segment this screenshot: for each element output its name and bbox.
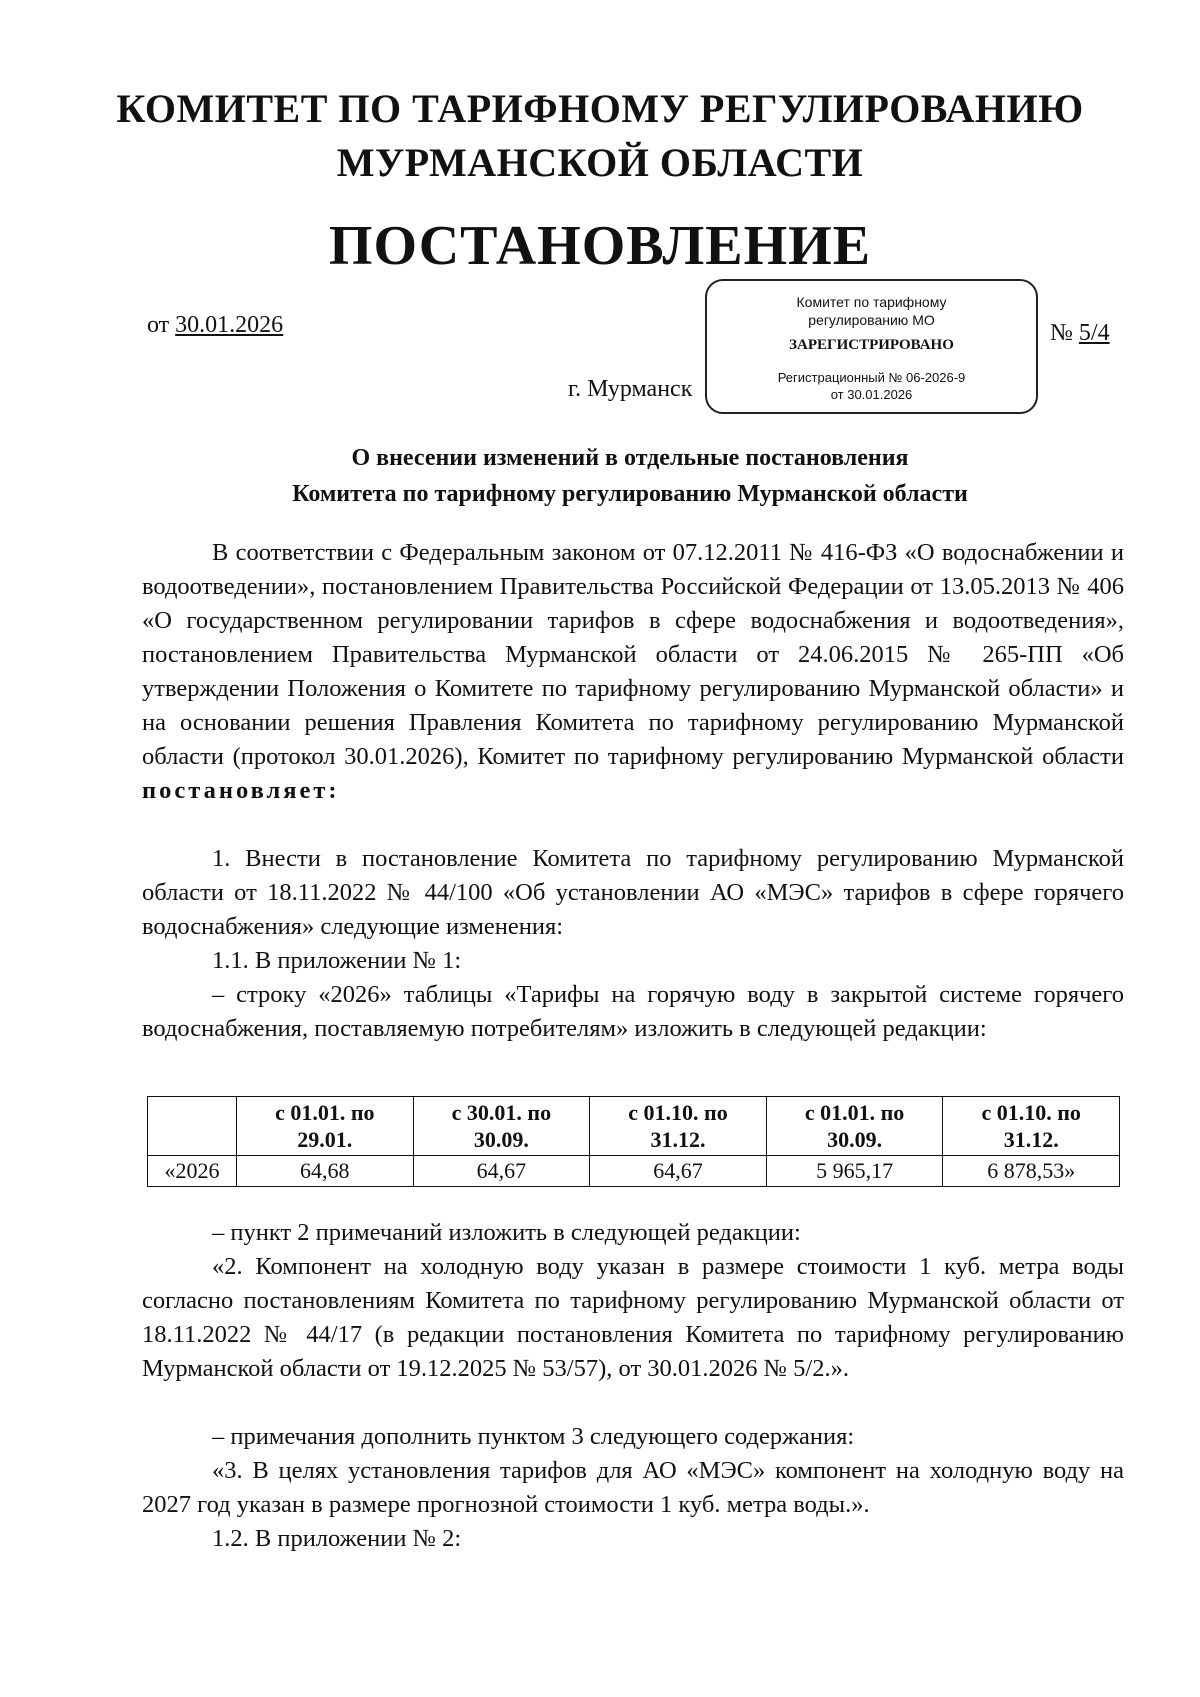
- document-type: ПОСТАНОВЛЕНИЕ: [328, 215, 872, 277]
- document-title-line1: О внесении изменений в отдельные постановления: [351, 445, 909, 471]
- city: г. Мурманск: [568, 376, 693, 402]
- header-period-end: 30.09.: [473, 1127, 529, 1152]
- note-2: «2. Компонент на холодную воду указан в размере стоимости 1 куб. метра воды согласно постановлениям Комитета по тарифному регулированию Мурманской области от 18.11.2022 № 44/17 (в редакции постановления Комитета по тарифному регулированию Мурманской области от 19.12.2025 № 53/57), от 30.01.2026 № 5/2.».: [142, 1253, 1124, 1382]
- header-period-start: с 01.01. по: [804, 1100, 905, 1125]
- note-3-dash: – примечания дополнить пунктом 3 следующего содержания:: [212, 1423, 855, 1450]
- stamp-org-line2: регулированию МО: [808, 312, 935, 328]
- table-cell: 6 878,53»: [943, 1156, 1120, 1187]
- date-prefix: от: [147, 312, 170, 338]
- preamble: [142, 536, 1124, 808]
- table-header-cell: [590, 1097, 767, 1156]
- row-label: «2026: [148, 1156, 237, 1187]
- table-cell: 64,68: [237, 1156, 414, 1187]
- item-1-2: 1.2. В приложении № 2:: [212, 1525, 462, 1552]
- document-number: [1050, 320, 1110, 347]
- number-value: 5/4: [1078, 320, 1110, 346]
- item-1: 1. Внести в постановление Комитета по тарифному регулированию Мурманской области от 18.11.2022 № 44/100 «Об установлении АО «МЭС» тарифов в сфере горячего водоснабжения» следующие изменения:: [142, 845, 1124, 940]
- number-prefix: №: [1050, 320, 1073, 346]
- table-header-cell: [413, 1097, 590, 1156]
- table-header-cell: [766, 1097, 943, 1156]
- committee-name: [0, 82, 1200, 190]
- table-row: [148, 1156, 1120, 1187]
- item-1-1: 1.1. В приложении № 1:: [212, 947, 462, 974]
- preamble-text: В соответствии с Федеральным законом от 07.12.2011 № 416-ФЗ «О водоснабжении и водоотведении», постановлением Правительства Российской Федерации от 13.05.2013 № 406 «О государственном регулировании тарифов в сфере водоснабжения и водоотведения», постановлением Правительства Мурманской области от 24.06.2015 № 265-ПП «Об утверждении Положения о Комитете по тарифному регулированию Мурманской области» и на основании решения Правления Комитета по тарифному регулированию Мурманской области (протокол 30.01.2026), Комитет по тарифному регулированию Мурманской области: [142, 539, 1124, 770]
- table-header-cell: [237, 1097, 414, 1156]
- header-period-end: 31.12.: [650, 1127, 706, 1152]
- document-title-line2: Комитета по тарифному регулированию Мурманской области: [292, 481, 968, 507]
- table-header-cell: [943, 1097, 1120, 1156]
- document-title: [140, 440, 1120, 512]
- stamp-status: ЗАРЕГИСТРИРОВАНО: [789, 337, 954, 353]
- stamp-reg-date: от 30.01.2026: [830, 387, 913, 402]
- stamp-org-line1: Комитет по тарифному: [796, 294, 947, 310]
- table-header-empty: [148, 1097, 237, 1156]
- document-date: [147, 312, 283, 339]
- header-period-start: с 30.01. по: [451, 1100, 552, 1125]
- tariff-table: [147, 1096, 1120, 1187]
- committee-name-line2: МУРМАНСКОЙ ОБЛАСТИ: [336, 140, 864, 185]
- table-cell: 64,67: [413, 1156, 590, 1187]
- header-period-start: с 01.10. по: [628, 1100, 728, 1125]
- registration-stamp: [705, 279, 1038, 414]
- stamp-registration: [707, 369, 1036, 403]
- table-cell: 5 965,17: [766, 1156, 943, 1187]
- table-cell: 64,67: [590, 1156, 767, 1187]
- committee-name-line1: КОМИТЕТ ПО ТАРИФНОМУ РЕГУЛИРОВАНИЮ: [116, 86, 1084, 131]
- decree-word: постановляет:: [142, 777, 340, 804]
- stamp-org: [707, 293, 1036, 329]
- stamp-reg-number: Регистрационный № 06-2026-9: [777, 370, 966, 385]
- header-period-end: 31.12.: [1003, 1127, 1059, 1152]
- note-2-dash: – пункт 2 примечаний изложить в следующей редакции:: [212, 1219, 801, 1246]
- note-3: «3. В целях установления тарифов для АО «МЭС» компонент на холодную воду на 2027 год указан в размере прогнозной стоимости 1 куб. метра воды.».: [142, 1457, 1124, 1518]
- header-period-start: с 01.01. по: [275, 1100, 375, 1125]
- date-value: 30.01.2026: [175, 312, 284, 338]
- header-period-end: 30.09.: [827, 1127, 883, 1152]
- header-period-end: 29.01.: [297, 1127, 353, 1152]
- item-1-1-dash: – строку «2026» таблицы «Тарифы на горячую воду в закрытой системе горячего водоснабжения, поставляемую потребителям» изложить в следующей редакции:: [142, 981, 1124, 1042]
- header-period-start: с 01.10. по: [981, 1100, 1081, 1125]
- table-header-row: [148, 1097, 1120, 1156]
